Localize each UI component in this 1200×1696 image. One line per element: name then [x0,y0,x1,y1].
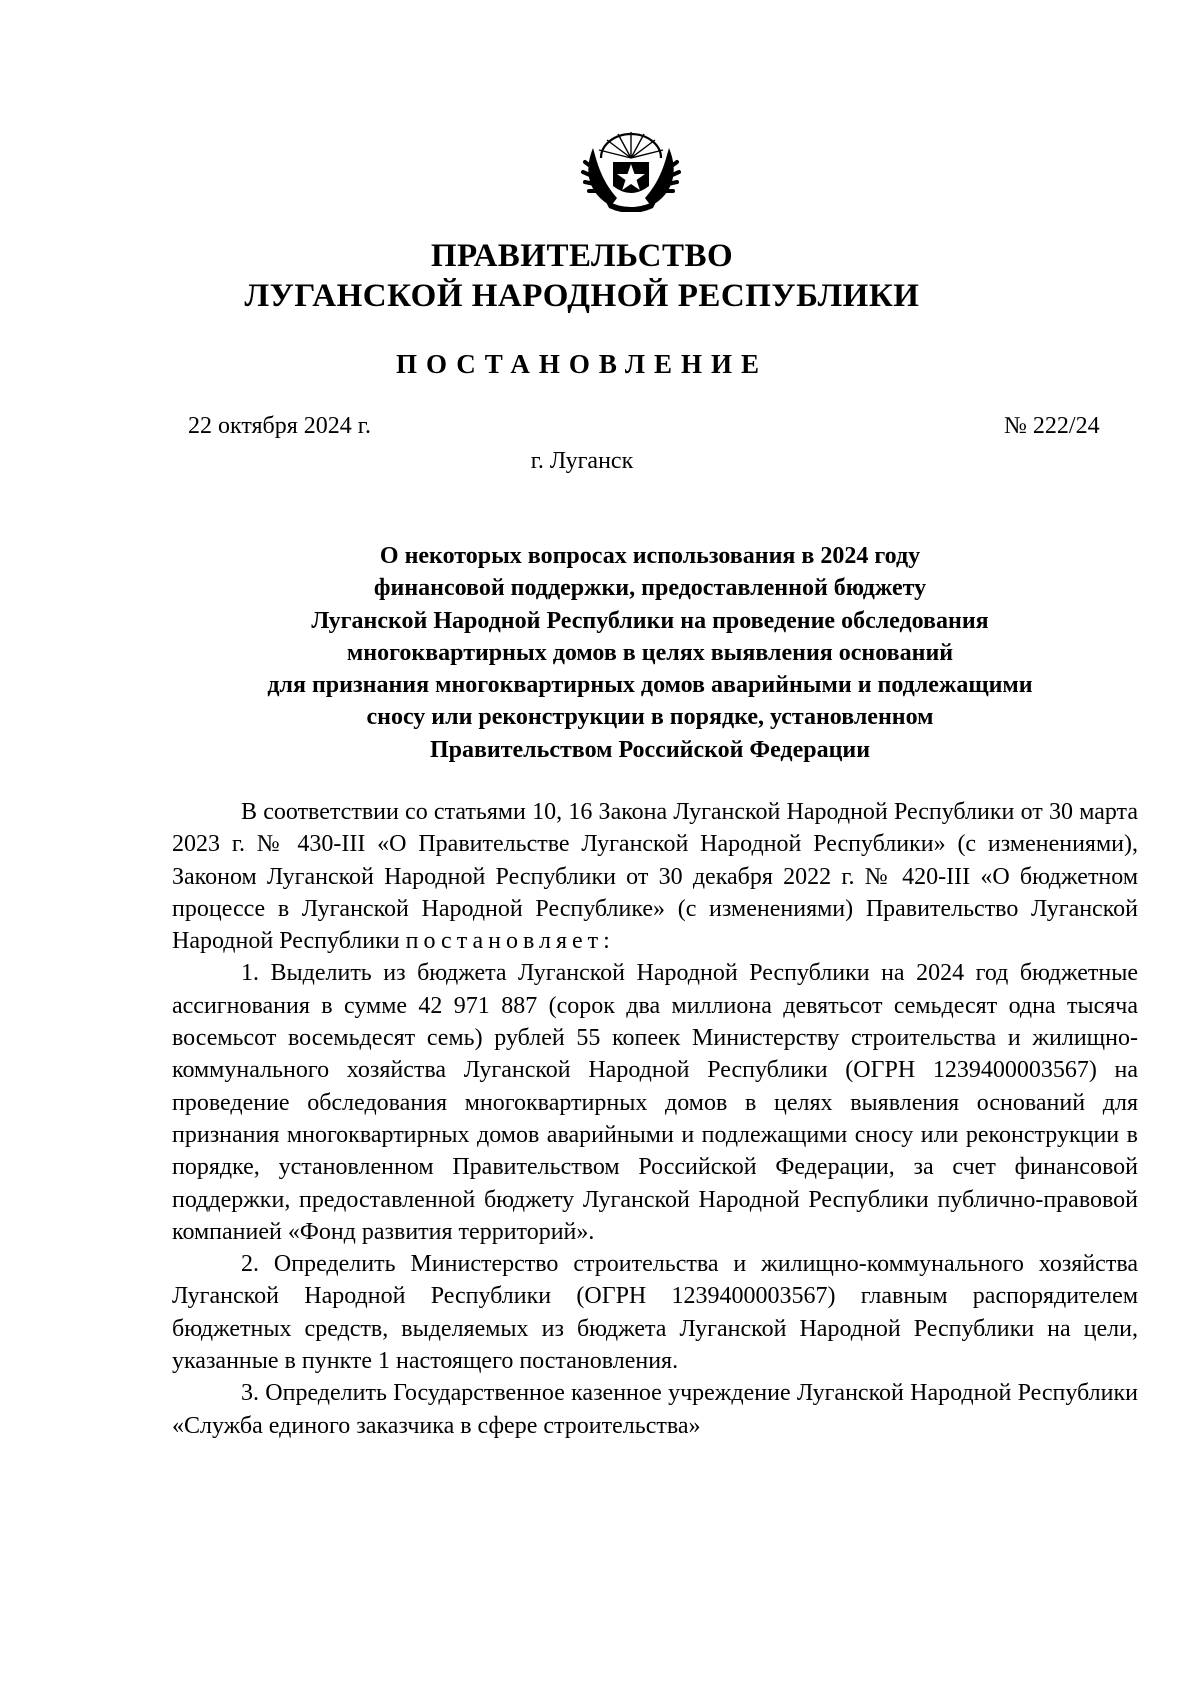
preamble-text: В соответствии со статьями 10, 16 Закона Луганской Народной Республики от 30 марта 2023 г. № 430-III «О Правительстве Луганской Народной Республики» (с изменениями), Законом Луганской Народной Республики от 30 декабря 2022 г. № 420-III «О бюджетном процессе в Луганской Народной Республике» (с изменениями) Правительство Луганской Народной Республики [172,799,1138,955]
document-date: 22 октября 2024 г. [188,413,371,439]
government-title: ПРАВИТЕЛЬСТВО [430,238,734,274]
subject-line: многоквартирных домов в целях выявления оснований [346,639,954,666]
subject-line: Луганской Народной Республики на проведение обследования [311,607,989,634]
item-2-paragraph: 2. Определить Министерство строительства и жилищно-коммунального хозяйства Луганской Народной Республики (ОГРН 1239400003567) главным распорядителем бюджетных средств, выделяемых из бюджета Луганской Народной Республики на цели, указанные в пункте 1 настоящего постановления. [172,1251,1138,1375]
subject-line: финансовой поддержки, предоставленной бюджету [373,575,927,602]
document-number: № 222/24 [1004,413,1100,439]
government-subtitle: ЛУГАНСКОЙ НАРОДНОЙ РЕСПУБЛИКИ [244,278,920,314]
subject-line: Правительством Российской Федерации [429,736,871,763]
document-city: г. Луганск [530,448,634,474]
document-body [172,796,1138,1442]
document-type-heading: ПОСТАНОВЛЕНИЕ [395,349,769,379]
item-3-paragraph: 3. Определить Государственное казенное учреждение Луганской Народной Республики «Служба единого заказчика в сфере строительства» [172,1380,1138,1439]
subject-line: О некоторых вопросах использования в 2024 году [379,543,921,569]
preamble-paragraph [172,796,1138,957]
coat-of-arms-emblem-icon [571,128,691,212]
item-1-paragraph: 1. Выделить из бюджета Луганской Народной Республики на 2024 год бюджетные ассигнования в сумме 42 971 887 (сорок два миллиона девятьсот семьдесят одна тысяча восемьсот восемьдесят семь) рублей 55 копеек Министерству строительства и жилищно-коммунального хозяйства Луганской Народной Республики (ОГРН 1239400003567) на проведение обследования многоквартирных домов в целях выявления оснований для признания многоквартирных домов аварийными и подлежащими сносу или реконструкции в порядке, установленном Правительством Российской Федерации, за счет финансовой поддержки, предоставленной бюджету Луганской Народной Республики публично-правовой компанией «Фонд развития территорий». [172,960,1138,1245]
resolves-word: постановляет: [405,928,615,955]
subject-line: сносу или реконструкции в порядке, установленном [366,704,934,731]
subject-line: для признания многоквартирных домов аварийными и подлежащими [267,672,1033,699]
document-subject [190,540,1110,766]
